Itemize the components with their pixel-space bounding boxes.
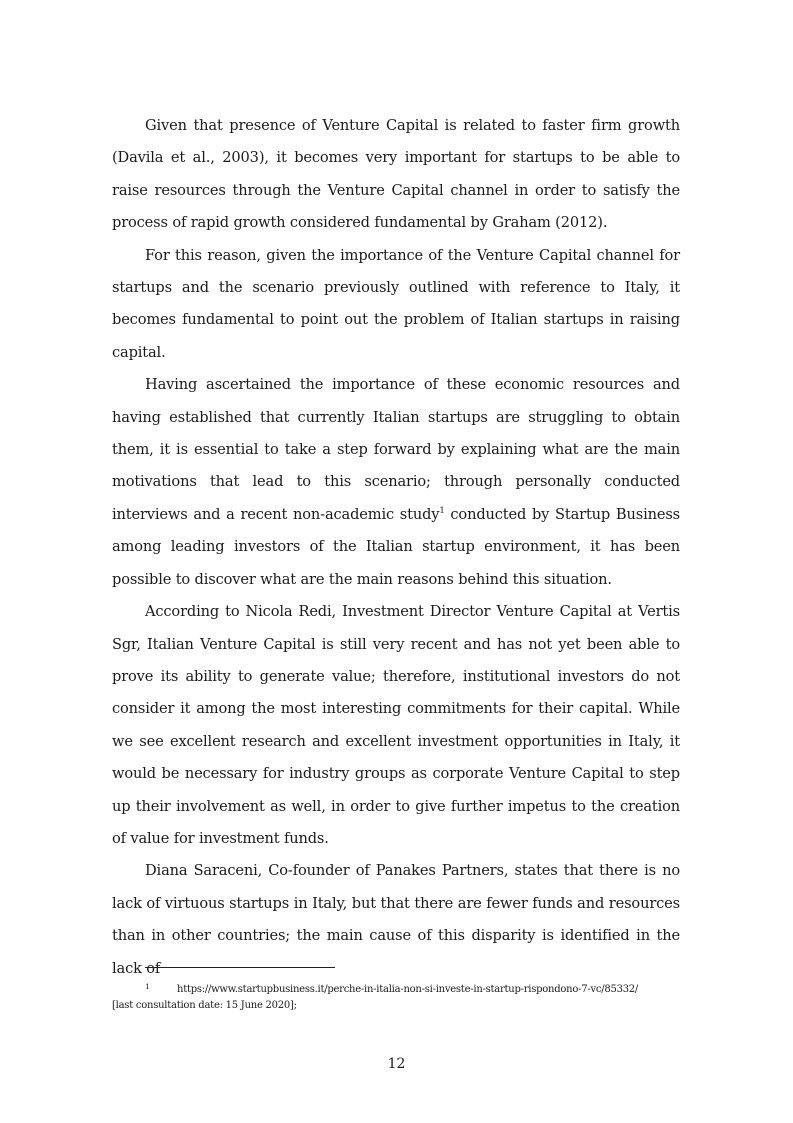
paragraph-motivations: [112, 369, 680, 596]
paragraph-vc-growth: Given that presence of Venture Capital is related to faster firm growth (Davila et al., 2003), it becomes very important for startups to be able to raise resources through the Venture Capital channel in order to satisfy the process of rapid growth considered fundamental by Graham (2012).: [112, 117, 680, 232]
paragraph-motivations-part-1: Having ascertained the importance of these economic resources and having established that currently Italian startups are struggling to obtain them, it is essential to take a step forward by explaining what are the main motivations that lead to this scenario; through personally conducted interviews and a recent non-academic study: [112, 376, 680, 523]
paragraph-nicola-redi: According to Nicola Redi, Investment Director Venture Capital at Vertis Sgr, Italian Venture Capital is still very recent and has not yet been able to prove its ability to generate value; therefore, institutional investors do not consider it among the most interesting commitments for their capital. While we see excellent research and excellent investment opportunities in Italy, it would be necessary for industry groups as corporate Venture Capital to step up their involvement as well, in order to give further impetus to the creation of value for investment funds.: [112, 603, 680, 847]
footnote-number: 1: [145, 982, 150, 991]
footnote: [112, 979, 680, 1014]
footnote-separator: [145, 967, 335, 968]
page-number: 12: [387, 1056, 406, 1072]
footnote-reference[interactable]: 1: [439, 505, 445, 516]
paragraph-italian-startups-capital: For this reason, given the importance of the Venture Capital channel for startups and the scenario previously outlined with reference to Italy, it becomes fundamental to point out the problem of Italian startups in raising capital.: [112, 246, 680, 361]
paragraph-motivations-part-2: conducted by Startup Business among leading investors of the Italian startup environment, it has been possible to discover what are the main reasons behind this situation.: [112, 505, 680, 588]
paragraph-diana-saraceni: Diana Saraceni, Co-founder of Panakes Partners, states that there is no lack of virtuous startups in Italy, but that there are fewer funds and resources than in other countries; the main cause of this disparity is identified in the lack of: [112, 862, 680, 977]
footnote-consultation-date: [last consultation date: 15 June 2020];: [112, 1000, 297, 1011]
body-text: [112, 110, 680, 985]
footnote-url[interactable]: https://www.startupbusiness.it/perche-in-italia-non-si-investe-in-startup-rispondono-7-vc/85332/: [177, 984, 639, 995]
